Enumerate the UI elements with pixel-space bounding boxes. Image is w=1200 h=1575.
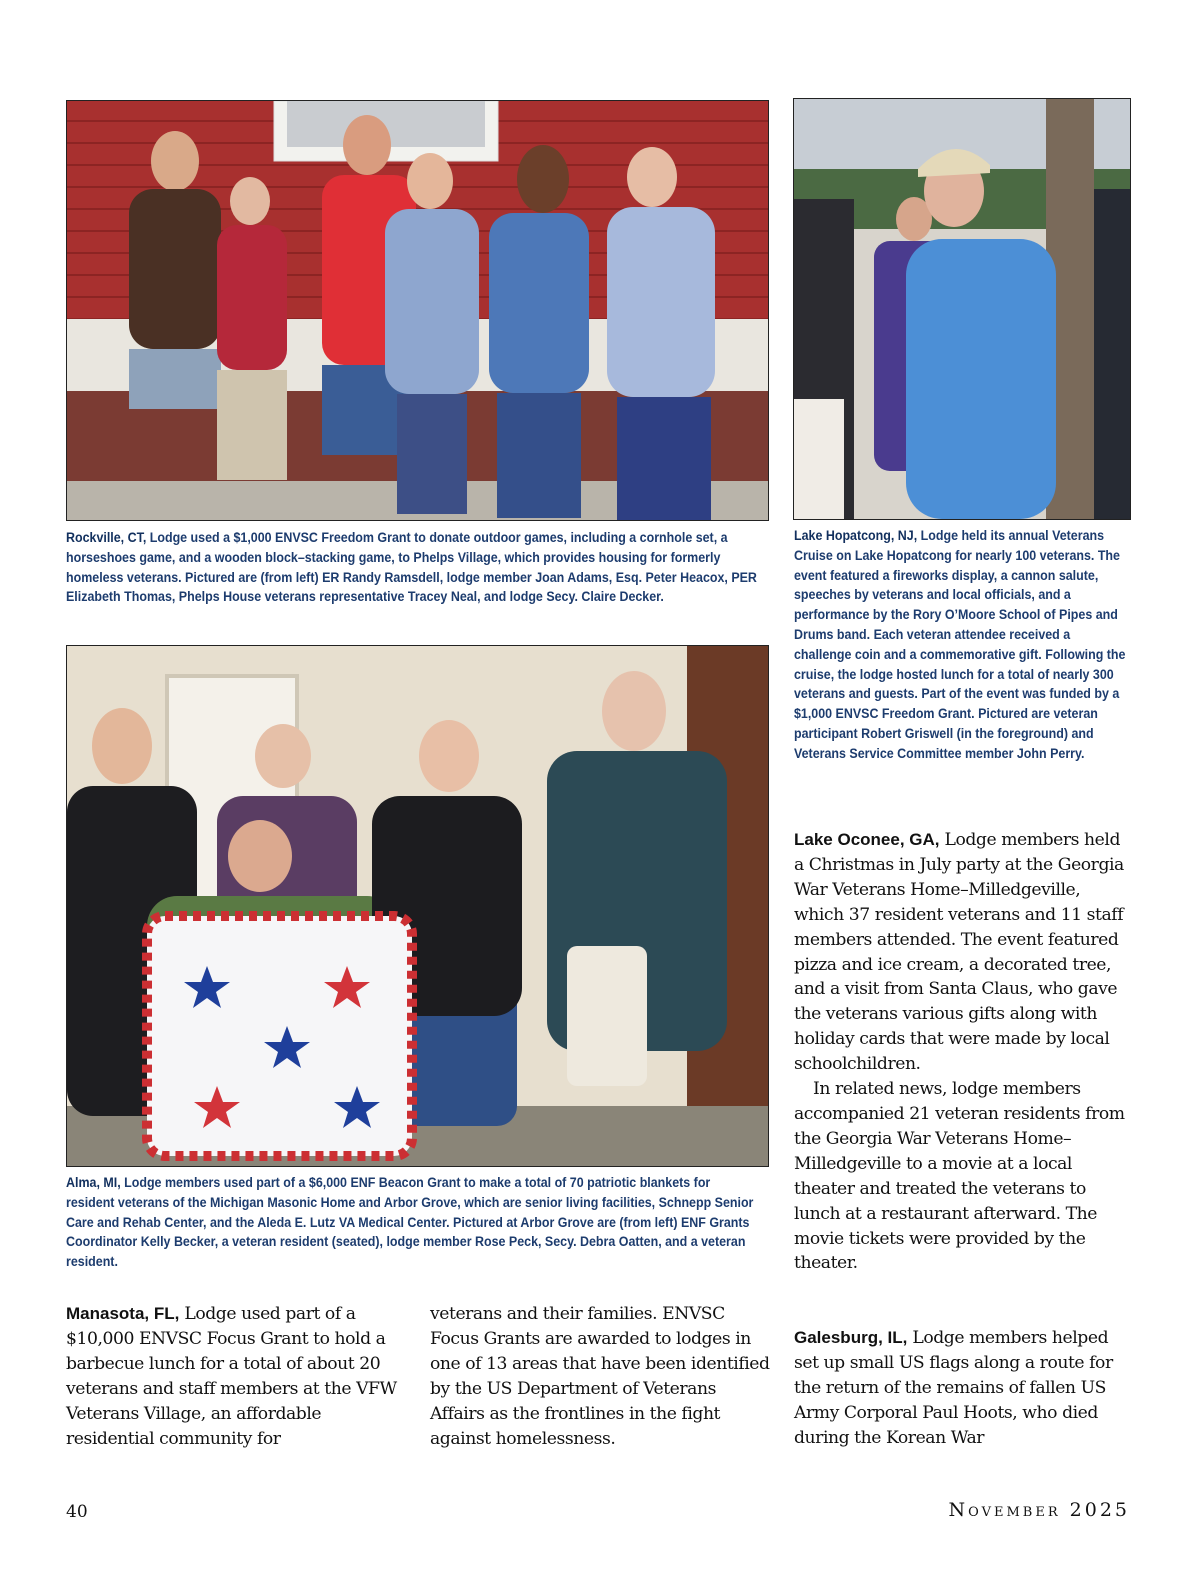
hopatcong-caption xyxy=(794,526,1128,764)
article-place-galesburg: Galesburg, IL, xyxy=(794,1328,908,1347)
blanket-photo-icon xyxy=(67,646,768,1166)
alma-caption xyxy=(66,1173,759,1272)
hopatcong-photo xyxy=(793,98,1131,520)
caption-text-rockville: Lodge used a $1,000 ENVSC Freedom Grant to donate outdoor games, including a cornhole set, a horseshoes game, and a wooden block–stacking game, to Phelps Village, which provides housing for formerly homeless veterans. Pictured are (from left) ER Randy Ramsdell, lodge member Joan Adams, Esq. Peter Heacox, PER Elizabeth Thomas, Phelps House veterans representative Tracey Neal, and lodge Secy. Claire Decker. xyxy=(66,530,757,605)
rockville-photo xyxy=(66,100,769,521)
article-manasota-col1-text: Lodge used part of a $10,000 ENVSC Focus Grant to hold a barbecue lunch for a total of about 20 veterans and staff members at the VFW Veterans Village, an affordable residential community for xyxy=(66,1304,397,1449)
article-galesburg-text: Lodge members helped set up small US flags along a route for the return of the remains of fallen US Army Corporal Paul Hoots, who died during the Korean War xyxy=(794,1328,1113,1448)
article-place-manasota: Manasota, FL, xyxy=(66,1304,180,1323)
article-manasota-col1 xyxy=(66,1302,411,1451)
article-manasota-col2 xyxy=(430,1302,770,1451)
article-manasota-col2-text: veterans and their families. ENVSC Focus Grants are awarded to lodges in one of 13 areas that have been identified by the US Department of Veterans Affairs as the frontlines in the fight against homelessness. xyxy=(430,1304,770,1449)
caption-place-rockville: Rockville, CT, xyxy=(66,530,147,545)
page-number: 40 xyxy=(66,1502,88,1522)
caption-place-alma: Alma, MI, xyxy=(66,1175,121,1190)
issue-date: November 2025 xyxy=(948,1499,1130,1521)
article-oconee-p1: Lodge members held a Christmas in July party at the Georgia War Veterans Home–Milledgeville, which 37 resident veterans and 11 staff members attended. The event featured pizza and ice cream, a decorated tree, and a visit from Santa Claus, who gave the veterans various gifts along with holiday cards that were made by local schoolchildren. xyxy=(794,830,1124,1075)
article-oconee-p2: In related news, lodge members accompanied 21 veteran residents from the Georgia War Veterans Home–Milledgeville to a movie at a local theater and treated the veterans to lunch at a restaurant afterward. The movie tickets were provided by the theater. xyxy=(794,1079,1125,1274)
caption-place-hopatcong: Lake Hopatcong, NJ, xyxy=(794,528,918,543)
caption-text-hopatcong: Lodge held its annual Veterans Cruise on Lake Hopatcong for nearly 100 veterans. The event featured a fireworks display, a cannon salute, speeches by veterans and local officials, and a performance by the Rory O’Moore School of Pipes and Drums band. Each veteran attendee received a challenge coin and a commemorative gift. Following the cruise, the lodge hosted lunch for a total of nearly 300 veterans and guests. Part of the event was funded by a $1,000 ENVSC Freedom Grant. Pictured are veteran participant Robert Griswell (in the foreground) and Veterans Service Committee member John Perry. xyxy=(794,528,1126,761)
rockville-caption xyxy=(66,528,759,607)
article-galesburg xyxy=(794,1326,1134,1451)
veteran-photo-icon xyxy=(794,99,1130,519)
alma-photo xyxy=(66,645,769,1167)
article-lake-oconee xyxy=(794,828,1134,1276)
caption-text-alma: Lodge members used part of a $6,000 ENF Beacon Grant to make a total of 70 patriotic blankets for resident veterans of the Michigan Masonic Home and Arbor Grove, which are senior living facilities, Schnepp Senior Care and Rehab Center, and the Aleda E. Lutz VA Medical Center. Pictured at Arbor Grove are (from left) ENF Grants Coordinator Kelly Becker, a veteran resident (seated), lodge member Rose Peck, Secy. Debra Oatten, and a veteran resident. xyxy=(66,1175,754,1270)
article-place-oconee: Lake Oconee, GA, xyxy=(794,830,940,849)
group-photo-icon xyxy=(67,101,768,520)
